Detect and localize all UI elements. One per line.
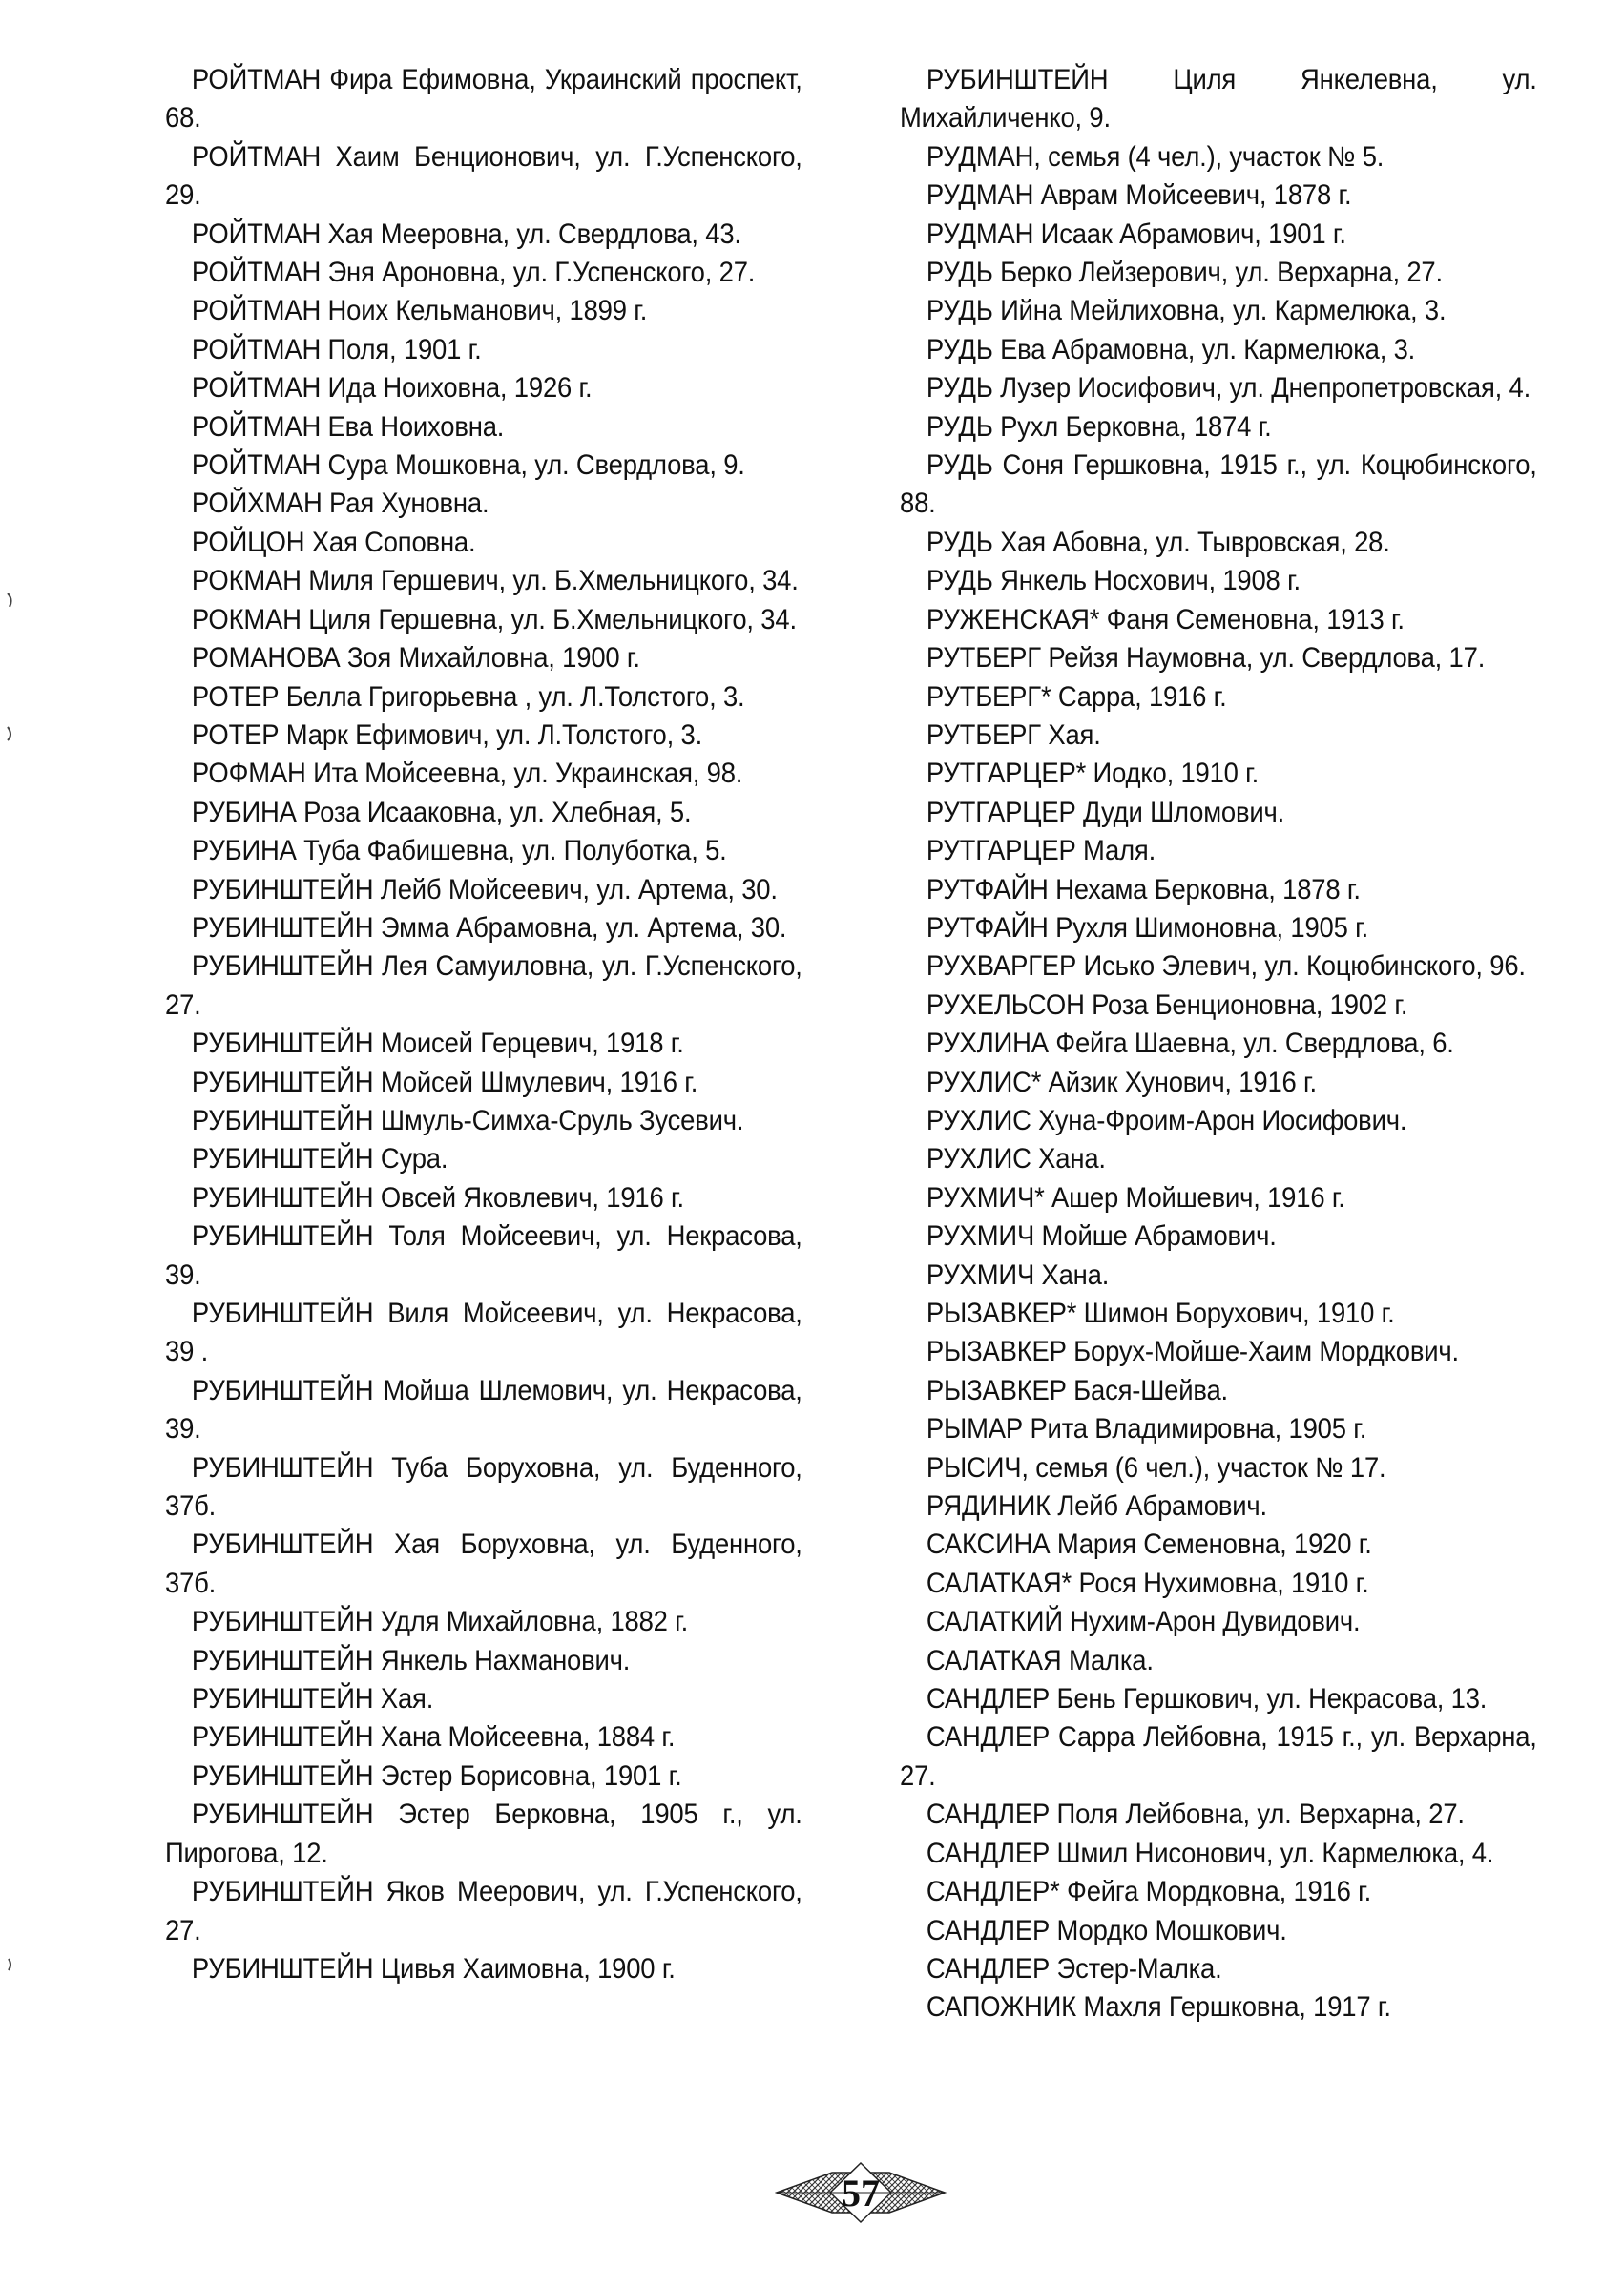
list-item: РОКМАН Циля Гершевна, ул. Б.Хмельницкого, 34. bbox=[191, 603, 797, 635]
list-item: РОЙТМАН Сура Мошковна, ул. Свердлова, 9. bbox=[191, 449, 745, 482]
list-item: РУБИНШТЕЙН Шмуль-Симха-Сруль Зусевич. bbox=[191, 1104, 744, 1136]
list-item: РУБИНШТЕЙН Лейб Мойсеевич, ул. Артема, 30. bbox=[191, 873, 778, 905]
list-item: РОЙТМАН Ева Ноиховна. bbox=[191, 410, 505, 443]
list-item: РОЙТМАН Хая Мееровна, ул. Свердлова, 43. bbox=[191, 218, 741, 250]
list-item: РУТГАРЦЕР Маля. bbox=[926, 835, 1156, 867]
list-item: РЫСИЧ, семья (6 чел.), участок № 17. bbox=[926, 1451, 1386, 1484]
list-item: РУХМИЧ Мойше Абрамович. bbox=[926, 1220, 1277, 1253]
list-item: РОКМАН Миля Гершевич, ул. Б.Хмельницкого, 34. bbox=[191, 565, 799, 597]
list-item: РУТБЕРГ* Сарра, 1916 г. bbox=[926, 680, 1227, 713]
list-item: РЫЗАВКЕР Бася-Шейва. bbox=[926, 1374, 1228, 1406]
list-item: РУБИНШТЕЙН Овсей Яковлевич, 1916 г. bbox=[191, 1181, 684, 1214]
list-item: РОМАНОВА Зоя Михайловна, 1900 г. bbox=[191, 642, 640, 675]
list-item: РУДМАН Аврам Мойсеевич, 1878 г. bbox=[926, 179, 1352, 212]
list-item: САНДЛЕР Мордко Мошкович. bbox=[926, 1914, 1287, 1946]
list-item: РУБИНШТЕЙН Цивья Хаимовна, 1900 г. bbox=[191, 1952, 676, 1985]
list-item: РУХЕЛЬСОН Роза Бенционовна, 1902 г. bbox=[926, 988, 1408, 1021]
list-item: РОЙТМАН Ида Ноиховна, 1926 г. bbox=[191, 372, 593, 405]
list-item: РУХЛИС Хуна-Фроим-Арон Иосифович. bbox=[926, 1104, 1407, 1136]
list-item: РУДЬ Берко Лейзерович, ул. Верхарна, 27. bbox=[926, 257, 1443, 289]
scan-artifact bbox=[6, 592, 15, 609]
list-item: РОЙТМАН Хаим Бенционович, ул. Г.Успенского, 29. bbox=[165, 140, 802, 212]
list-item: РУБИНШТЕЙН Мойсей Шмулевич, 1916 г. bbox=[191, 1066, 698, 1098]
list-item: РУХВАРГЕР Исько Элевич, ул. Коцюбинского, 96. bbox=[926, 950, 1526, 983]
list-item: РУБИНШТЕЙН Лея Самуиловна, ул. Г.Успенского, 27. bbox=[165, 950, 802, 1021]
list-item: РУБИНА Роза Исааковна, ул. Хлебная, 5. bbox=[191, 796, 692, 828]
list-item: РУТБЕРГ Хая. bbox=[926, 718, 1101, 751]
list-item: РУБИНШТЕЙН Эстер Борисовна, 1901 г. bbox=[191, 1759, 682, 1792]
list-item: РУХЛИС* Айзик Хунович, 1916 г. bbox=[926, 1066, 1317, 1098]
list-item: РУТФАЙН Рухля Шимоновна, 1905 г. bbox=[926, 911, 1369, 944]
list-item: САНДЛЕР Поля Лейбовна, ул. Верхарна, 27. bbox=[926, 1799, 1465, 1831]
list-item: РЫМАР Рита Владимировна, 1905 г. bbox=[926, 1413, 1367, 1446]
list-item: РУТГАРЦЕР* Иодко, 1910 г. bbox=[926, 758, 1260, 790]
list-item: РУХЛИНА Фейга Шаевна, ул. Свердлова, 6. bbox=[926, 1028, 1454, 1060]
scan-artifact bbox=[6, 1956, 15, 1973]
list-item: РОТЕР Белла Григорьевна , ул. Л.Толстого, 3. bbox=[191, 680, 745, 713]
list-item: РУТБЕРГ Рейзя Наумовна, ул. Свердлова, 17. bbox=[926, 642, 1486, 675]
list-item: РУБИНШТЕЙН Янкель Нахманович. bbox=[191, 1644, 631, 1676]
list-item: РОЙЦОН Хая Соповна. bbox=[191, 526, 476, 558]
list-item: РУБИНШТЕЙН Виля Мойсеевич, ул. Некрасова, 39 . bbox=[165, 1298, 802, 1368]
list-item: РУХЛИС Хана. bbox=[926, 1143, 1106, 1175]
list-item: РУБИНШТЕЙН Хая. bbox=[191, 1683, 434, 1716]
list-item: САЛАТКИЙ Нухим-Арон Дувидович. bbox=[926, 1606, 1361, 1638]
list-item: РУБИНШТЕЙН Туба Боруховна, ул. Буденного, 37б. bbox=[165, 1451, 802, 1523]
list-item: РУБИНШТЕЙН Мойша Шлемович, ул. Некрасова, 39. bbox=[165, 1374, 802, 1446]
list-item: РУБИНШТЕЙН Сура. bbox=[191, 1143, 448, 1175]
list-item: САПОЖНИК Махля Гершковна, 1917 г. bbox=[926, 1991, 1391, 2024]
list-item: РЫЗАВКЕР* Шимон Борухович, 1910 г. bbox=[926, 1298, 1395, 1329]
list-item: САКСИНА Мария Семеновна, 1920 г. bbox=[926, 1529, 1372, 1561]
list-item: САЛАТКАЯ* Рося Нухимовна, 1910 г. bbox=[926, 1567, 1369, 1599]
list-item: САНДЛЕР Сарра Лейбовна, 1915 г., ул. Верхарна, 27. bbox=[900, 1721, 1537, 1792]
list-item: РУДМАН Исаак Абрамович, 1901 г. bbox=[926, 218, 1346, 250]
list-item: РУДМАН, семья (4 чел.), участок № 5. bbox=[926, 140, 1385, 173]
list-item: РУХМИЧ Хана. bbox=[926, 1258, 1110, 1291]
list-item: РУБИНА Туба Фабишевна, ул. Полуботка, 5. bbox=[191, 835, 727, 867]
list-item: РУБИНШТЕЙН Моисей Герцевич, 1918 г. bbox=[191, 1028, 684, 1060]
page-number: 57 bbox=[842, 2172, 880, 2215]
list-item: РУБИНШТЕЙН Эмма Абрамовна, ул. Артема, 30. bbox=[191, 911, 787, 944]
right-column bbox=[900, 61, 1537, 2028]
list-item: РУДЬ Рухл Берковна, 1874 г. bbox=[926, 410, 1272, 443]
list-item: РОЙХМАН Рая Хуновна. bbox=[191, 488, 489, 520]
list-item: САНДЛЕР* Фейга Мордковна, 1916 г. bbox=[926, 1876, 1372, 1908]
list-item: РУДЬ Лузер Иосифович, ул. Днепропетровская, 4. bbox=[926, 372, 1531, 405]
list-item: РУТФАЙН Нехама Берковна, 1878 г. bbox=[926, 873, 1361, 905]
list-item: РУТГАРЦЕР Дуди Шломович. bbox=[926, 796, 1285, 828]
left-column bbox=[165, 61, 802, 1988]
list-item: РУДЬ Соня Гершковна, 1915 г., ул. Коцюбинского, 88. bbox=[900, 449, 1537, 520]
list-item: РУБИНШТЕЙН Толя Мойсеевич, ул. Некрасова, 39. bbox=[165, 1220, 802, 1291]
list-item: РУБИНШТЕЙН Удля Михайловна, 1882 г. bbox=[191, 1606, 689, 1638]
list-item: САЛАТКАЯ Малка. bbox=[926, 1644, 1154, 1676]
list-item: РЫЗАВКЕР Борух-Мойше-Хаим Мордкович. bbox=[926, 1336, 1459, 1368]
list-item: РУДЬ Ева Абрамовна, ул. Кармелюка, 3. bbox=[926, 333, 1416, 365]
list-item: РУЖЕНСКАЯ* Фаня Семеновна, 1913 г. bbox=[926, 603, 1405, 635]
list-item: САНДЛЕР Бень Гершкович, ул. Некрасова, 13. bbox=[926, 1683, 1488, 1716]
list-item: РУБИНШТЕЙН Хана Мойсеевна, 1884 г. bbox=[191, 1721, 676, 1754]
list-item: САНДЛЕР Эстер-Малка. bbox=[926, 1952, 1222, 1985]
list-item: РОЙТМАН Поля, 1901 г. bbox=[191, 333, 482, 365]
list-item: САНДЛЕР Шмил Нисонович, ул. Кармелюка, 4. bbox=[926, 1837, 1494, 1869]
list-item: РОЙТМАН Фира Ефимовна, Украинский проспект, 68. bbox=[165, 64, 802, 135]
list-item: РУБИНШТЕЙН Циля Янкелевна, ул. Михайличенко, 9. bbox=[900, 64, 1537, 135]
list-item: РУБИНШТЕЙН Хая Боруховна, ул. Буденного, 37б. bbox=[165, 1529, 802, 1599]
scan-artifact bbox=[6, 725, 15, 742]
list-item: РОЙТМАН Ноих Кельманович, 1899 г. bbox=[191, 295, 648, 327]
list-item: РУХМИЧ* Ашер Мойшевич, 1916 г. bbox=[926, 1181, 1345, 1214]
page-number-ornament bbox=[775, 2159, 947, 2226]
list-item: РУДЬ Ийна Мейлиховна, ул. Кармелюка, 3. bbox=[926, 295, 1447, 327]
list-item: РЯДИНИК Лейб Абрамович. bbox=[926, 1490, 1267, 1523]
list-item: РУБИНШТЕЙН Яков Меерович, ул. Г.Успенского, 27. bbox=[165, 1876, 802, 1946]
list-item: РОФМАН Ита Мойсеевна, ул. Украинская, 98. bbox=[191, 758, 743, 790]
list-item: РОЙТМАН Эня Ароновна, ул. Г.Успенского, 27. bbox=[191, 257, 756, 289]
list-item: РУДЬ Хая Абовна, ул. Тывровская, 28. bbox=[926, 526, 1390, 558]
list-item: РУДЬ Янкель Носхович, 1908 г. bbox=[926, 565, 1301, 597]
list-item: РОТЕР Марк Ефимович, ул. Л.Толстого, 3. bbox=[191, 718, 703, 751]
list-item: РУБИНШТЕЙН Эстер Берковна, 1905 г., ул. Пирогова, 12. bbox=[165, 1799, 802, 1869]
